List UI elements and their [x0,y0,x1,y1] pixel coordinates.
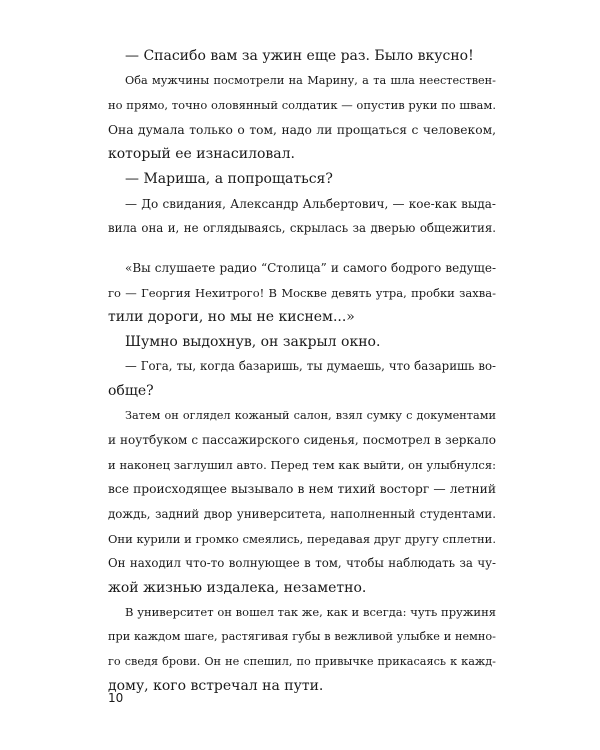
text-line: — Мариша, а попрощаться? [125,170,333,187]
text-line: го сведя брови. Он не спешил, по привычке прикасаясь к кажд- [108,654,496,668]
text-section-2 [108,256,496,699]
text-line: — Спасибо вам за ужин еще раз. Было вкусно! [125,48,474,64]
text-line: при каждом шаге, растягивая губы в вежливой улыбке и немно- [108,629,496,643]
text-line: и ноутбуком с пассажирского сиденья, посмотрел в зеркало [108,433,496,448]
text-line: Оба мужчины посмотрели на Марину, а та шла неестествен- [125,73,496,87]
text-line: но прямо, точно оловянный солдатик — опустив руки по швам. [108,98,496,113]
text-line: который ее изнасиловал. [108,146,295,163]
text-line: вила она и, не оглядываясь, скрылась за дверью общежития. [108,221,496,236]
text-line: жой жизнью издалека, незаметно. [108,579,367,596]
text-line: Он находил что-то волнующее в том, чтобы наблюдать за чу- [108,556,496,571]
text-line: Они курили и громко смеялись, передавая друг другу сплетни. [108,531,496,546]
text-line: го — Георгия Нехитрого! В Москве девять утра, пробки захва- [108,285,496,300]
text-line: все происходящее вызывало в нем тихий восторг — летний [108,482,496,497]
text-line: дождь, задний двор университета, наполненный студентами. [108,506,496,521]
text-line: Затем он оглядел кожаный салон, взял сумку с документами [125,408,496,422]
text-line: — До свидания, Александр Альбертович, — кое-как выда- [125,196,496,211]
text-line: «Вы слушаете радио “Столица” и самого бодрого ведуще- [125,261,496,275]
text-line: Шумно выдохнув, он закрыл окно. [125,333,381,350]
text-section-1 [108,44,496,241]
text-line: дому, кого встречал на пути. [108,678,324,695]
text-line: и наконец заглушил авто. Перед тем как выйти, он улыбнулся: [108,457,496,472]
text-line: тили дороги, но мы не киснем...» [108,309,355,326]
text-line: — Гога, ты, когда базаришь, ты думаешь, что базаришь во- [125,359,496,374]
text-line: обще? [108,382,154,399]
text-line: Она думала только о том, надо ли прощаться с человеком, [108,122,496,137]
page-number: 10 [108,691,124,705]
text-line: В университет он вошел так же, как и всегда: чуть пружиня [125,605,496,620]
